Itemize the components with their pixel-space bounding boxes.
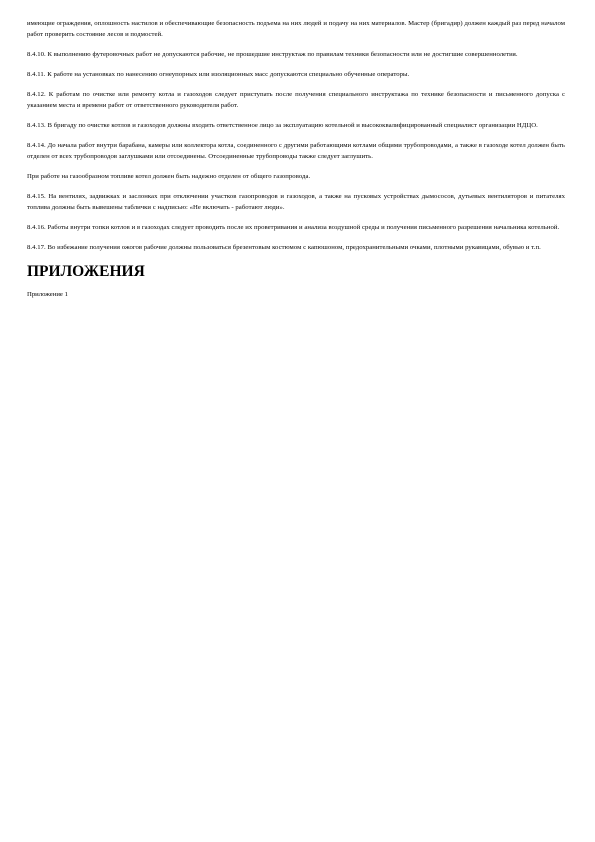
appendix-label: Приложение 1 — [27, 291, 68, 298]
paragraph-8-4-11: 8.4.11. К работе на установках по нанесению огнеупорных или изоляционных масс допускаются специально обученные операторы. — [27, 71, 410, 78]
paragraph-gas-fuel: При работе на газообразном топливе котел должен быть надежно отделен от общего газопровода. — [27, 173, 311, 180]
paragraph-8-4-16: 8.4.16. Работы внутри топки котлов и в газоходах следует проводить после их проветривания и анализа воздушной среды и получения письменного разрешения начальника котельной. — [27, 224, 560, 231]
paragraph-8-4-13: 8.4.13. В бригаду по очистке котлов и газоходов должны входить ответственное лицо за эксплуатацию котельной и высококвалифицированный специалист организации НДЦО. — [27, 122, 538, 129]
paragraph-8-4-12: 8.4.12. К работам по очистке или ремонту котла и газоходов следует приступать после получения специального инструктажа по технике безопасности и письменного допуска с указанием места и времени работ от ответственного руководителя работ. — [27, 91, 565, 109]
paragraph-8-4-15: 8.4.15. На вентилях, задвижках и заслонках при отключении участков газопроводов и газоходов, а также на пусковых устройствах дымососов, дутьевых вентиляторов и питателях топлива должны быть вывешены таблички с надписью: «Не включать - работают люди». — [27, 193, 565, 211]
paragraph-continuation: имеющие ограждения, оплошность настилов и обеспечивающие безопасность подъема на них людей и подачу на них материалов. Мастер (бригадир) должен каждый раз перед началом работ проверить состояние лесов и подмостей. — [27, 20, 565, 38]
page-content — [27, 18, 565, 300]
section-heading: ПРИЛОЖЕНИЯ — [27, 263, 145, 280]
paragraph-8-4-10: 8.4.10. К выполнению футеровочных работ не допускаются рабочие, не прошедшие инструктаж по правилам техники безопасности или не достигшие совершеннолетия. — [27, 51, 518, 58]
paragraph-8-4-17: 8.4.17. Во избежание получения ожогов рабочие должны пользоваться брезентовым костюмом с капюшоном, предохранительными очками, плотными рукавицами, обувью и т.п. — [27, 244, 541, 251]
paragraph-8-4-14: 8.4.14. До начала работ внутри барабана, камеры или коллектора котла, соединенного с другими работающими котлами общими трубопроводами, а также в газоходе котел должен быть отделен от всех трубопроводов заглушками или отсоединены. Отсоединенные трубопроводы также следует заглушить. — [27, 142, 565, 160]
